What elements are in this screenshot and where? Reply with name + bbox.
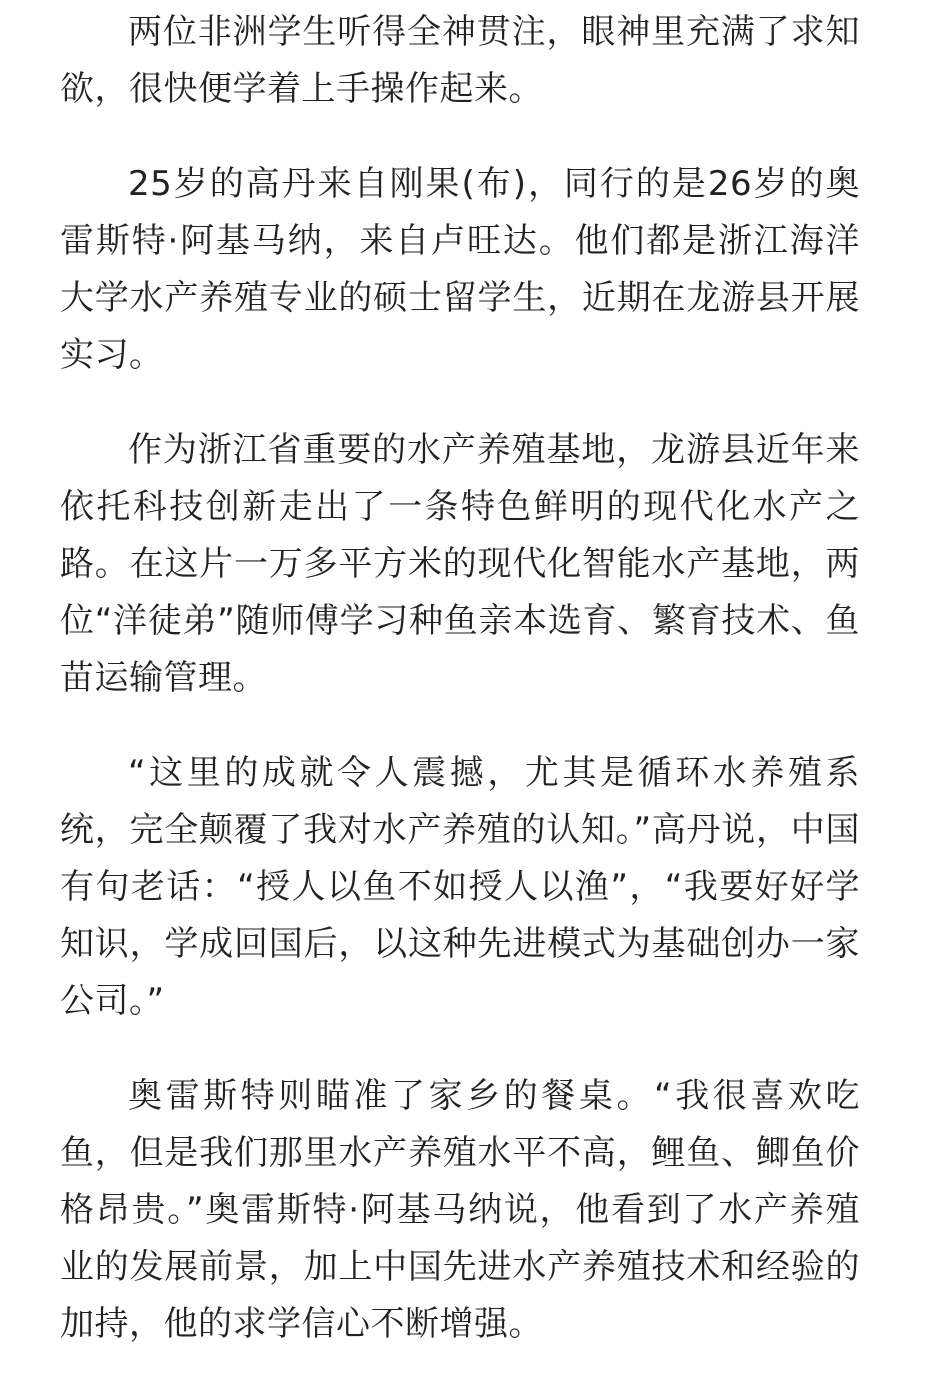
paragraph-longyou-base: 作为浙江省重要的水产养殖基地，龙游县近年来依托科技创新走出了一条特色鲜明的现代化水产之路。在这片一万多平方米的现代化智能水产基地，两位“洋徒弟”随师傅学习种鱼亲本选育、繁育技术、鱼苗运输管理。 <box>60 430 860 698</box>
paragraph-oreste-quote: 奥雷斯特则瞄准了家乡的餐桌。“我很喜欢吃鱼，但是我们那里水产养殖水平不高，鲤鱼、鲫鱼价格昂贵。”奥雷斯特·阿基马纳说，他看到了水产养殖业的发展前景，加上中国先进水产养殖技术和经验的加持，他的求学信心不断增强。 <box>60 1076 860 1344</box>
paragraph-gaodan-quote: “这里的成就令人震撼，尤其是循环水养殖系统，完全颠覆了我对水产养殖的认知。”高丹说，中国有句老话：“授人以鱼不如授人以渔”，“我要好好学知识，学成回国后，以这种先进模式为基础创办一家公司。” <box>60 753 860 1021</box>
article-body <box>60 4 860 1391</box>
paragraph-students-focus: 两位非洲学生听得全神贯注，眼神里充满了求知欲，很快便学着上手操作起来。 <box>60 12 860 109</box>
paragraph-student-intro: 25岁的高丹来自刚果(布)，同行的是26岁的奥雷斯特·阿基马纳，来自卢旺达。他们都是浙江海洋大学水产养殖专业的硕士留学生，近期在龙游县开展实习。 <box>60 164 860 375</box>
